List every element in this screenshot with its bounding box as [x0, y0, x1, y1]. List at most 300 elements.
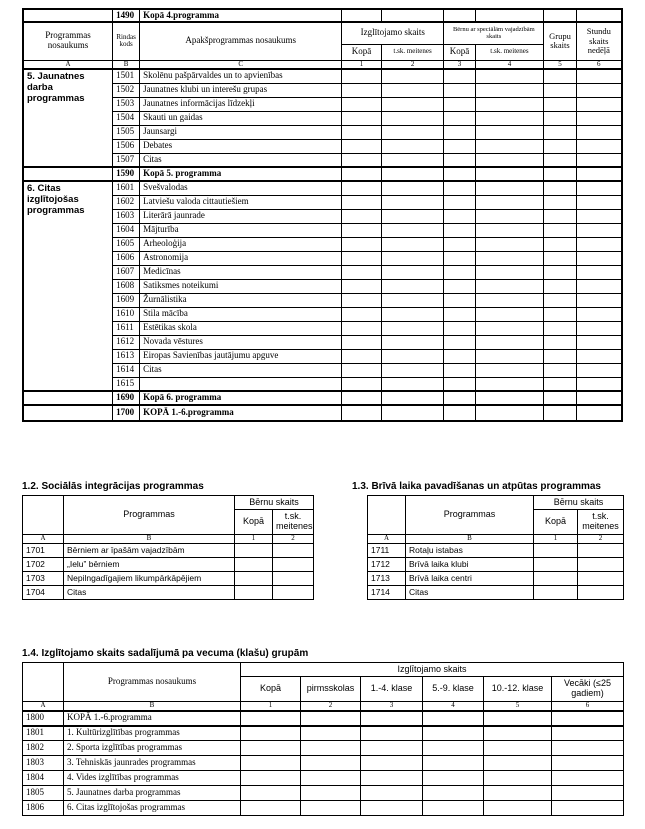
- value-cell[interactable]: [241, 726, 301, 741]
- value-cell[interactable]: [444, 307, 475, 321]
- value-cell[interactable]: [342, 237, 382, 251]
- value-cell[interactable]: [361, 756, 423, 771]
- value-cell[interactable]: [544, 237, 576, 251]
- header-kopa: Kopā: [342, 44, 382, 60]
- header-stundu-skaits: Stundu skaits nedēļā: [576, 22, 622, 60]
- value-cell[interactable]: [544, 83, 576, 97]
- value-cell[interactable]: [301, 741, 361, 756]
- row-label: Brīvā laika centri: [406, 571, 534, 585]
- value-cell[interactable]: [475, 391, 544, 405]
- value-cell[interactable]: [423, 771, 484, 786]
- value-cell[interactable]: [342, 139, 382, 153]
- header-kopa: Kopā: [534, 510, 578, 535]
- value-cell[interactable]: [484, 711, 552, 726]
- value-cell[interactable]: [576, 237, 622, 251]
- value-cell[interactable]: [342, 69, 382, 83]
- value-cell[interactable]: [423, 726, 484, 741]
- value-cell[interactable]: [534, 543, 578, 557]
- value-cell[interactable]: [484, 801, 552, 816]
- value-cell[interactable]: [544, 153, 576, 167]
- value-cell[interactable]: [444, 279, 475, 293]
- value-cell[interactable]: [552, 801, 624, 816]
- row-label: 3. Tehniskās jaunrades programmas: [64, 756, 241, 771]
- col-letter: 2: [578, 535, 624, 544]
- value-cell[interactable]: [475, 363, 544, 377]
- value-cell[interactable]: [544, 125, 576, 139]
- value-cell[interactable]: [361, 771, 423, 786]
- value-cell[interactable]: [444, 405, 475, 421]
- value-cell[interactable]: [342, 279, 382, 293]
- row-label: Skauti un gaidas: [140, 111, 342, 125]
- row-label: KOPĀ 1.-6.programma: [140, 405, 342, 421]
- header-col-10-12: 10.-12. klase: [484, 677, 552, 702]
- table-row: [23, 571, 314, 585]
- row-label: Jaunatnes informācijas līdzekļi: [140, 97, 342, 111]
- row-code: 1702: [23, 557, 64, 571]
- grand-total-row: [23, 405, 622, 421]
- value-cell[interactable]: [544, 167, 576, 181]
- value-cell[interactable]: [361, 711, 423, 726]
- value-cell[interactable]: [235, 585, 273, 599]
- program-name: 5. Jaunatnes darba programmas: [23, 69, 113, 167]
- value-cell[interactable]: [576, 125, 622, 139]
- value-cell[interactable]: [381, 167, 444, 181]
- row-code: 1700: [113, 405, 140, 421]
- row-label: 2. Sporta izglītības programmas: [64, 741, 241, 756]
- value-cell[interactable]: [301, 711, 361, 726]
- value-cell[interactable]: [475, 153, 544, 167]
- value-cell[interactable]: [475, 265, 544, 279]
- value-cell[interactable]: [552, 756, 624, 771]
- value-cell[interactable]: [444, 139, 475, 153]
- value-cell[interactable]: [576, 405, 622, 421]
- value-cell[interactable]: [361, 726, 423, 741]
- value-cell[interactable]: [381, 279, 444, 293]
- age-group-table: [22, 662, 624, 816]
- value-cell[interactable]: [381, 307, 444, 321]
- col-letter: A: [23, 60, 113, 69]
- col-letter: A: [23, 535, 64, 544]
- row-label: Satiksmes noteikumi: [140, 279, 342, 293]
- col-letter: A: [23, 702, 64, 711]
- value-cell[interactable]: [241, 771, 301, 786]
- value-cell[interactable]: [444, 223, 475, 237]
- value-cell[interactable]: [544, 293, 576, 307]
- row-label: Novada vēstures: [140, 335, 342, 349]
- value-cell[interactable]: [576, 363, 622, 377]
- value-cell[interactable]: [423, 786, 484, 801]
- row-code: 1606: [113, 251, 140, 265]
- row-code: 1603: [113, 209, 140, 223]
- value-cell[interactable]: [475, 405, 544, 421]
- value-cell[interactable]: [381, 83, 444, 97]
- value-cell[interactable]: [576, 69, 622, 83]
- value-cell[interactable]: [444, 83, 475, 97]
- value-cell[interactable]: [381, 335, 444, 349]
- value-cell[interactable]: [475, 251, 544, 265]
- subprogram-row: [23, 349, 622, 363]
- value-cell[interactable]: [381, 237, 444, 251]
- subprogram-row: [23, 195, 622, 209]
- row-code: 1803: [23, 756, 64, 771]
- value-cell[interactable]: [241, 801, 301, 816]
- col-letter: A: [368, 535, 406, 544]
- header-programmas-nosaukums: Programmas nosaukums: [23, 22, 113, 60]
- value-cell[interactable]: [475, 279, 544, 293]
- value-cell[interactable]: [342, 111, 382, 125]
- value-cell[interactable]: [381, 125, 444, 139]
- value-cell[interactable]: [342, 405, 382, 421]
- value-cell[interactable]: [576, 83, 622, 97]
- value-cell[interactable]: [301, 786, 361, 801]
- value-cell[interactable]: [235, 571, 273, 585]
- value-cell[interactable]: [578, 557, 624, 571]
- row-label: Kopā 5. programma: [140, 167, 342, 181]
- value-cell[interactable]: [342, 265, 382, 279]
- row-code: 1602: [113, 195, 140, 209]
- value-cell[interactable]: [578, 543, 624, 557]
- subprogram-row: [23, 181, 622, 195]
- value-cell[interactable]: [241, 786, 301, 801]
- value-cell[interactable]: [301, 756, 361, 771]
- row-code: 1690: [113, 391, 140, 405]
- row-label: Brīvā laika klubi: [406, 557, 534, 571]
- row-label: Estētikas skola: [140, 321, 342, 335]
- value-cell[interactable]: [576, 349, 622, 363]
- row-label: Debates: [140, 139, 342, 153]
- value-cell[interactable]: [444, 363, 475, 377]
- value-cell[interactable]: [578, 571, 624, 585]
- value-cell[interactable]: [576, 181, 622, 195]
- col-letter: 6: [552, 702, 624, 711]
- value-cell[interactable]: [423, 711, 484, 726]
- header-apaksprogrammas: Apakšprogrammas nosaukums: [140, 22, 342, 60]
- value-cell[interactable]: [444, 391, 475, 405]
- value-cell[interactable]: [361, 801, 423, 816]
- value-cell[interactable]: [342, 349, 382, 363]
- value-cell[interactable]: [484, 771, 552, 786]
- value-cell[interactable]: [342, 125, 382, 139]
- row-label: Citas: [64, 585, 235, 599]
- value-cell[interactable]: [444, 181, 475, 195]
- value-cell[interactable]: [576, 153, 622, 167]
- value-cell[interactable]: [423, 801, 484, 816]
- col-letter: 3: [444, 60, 475, 69]
- row-label: Rotaļu istabas: [406, 543, 534, 557]
- value-cell[interactable]: [444, 265, 475, 279]
- value-cell[interactable]: [444, 335, 475, 349]
- value-cell[interactable]: [544, 209, 576, 223]
- value-cell[interactable]: [576, 321, 622, 335]
- value-cell[interactable]: [444, 111, 475, 125]
- value-cell[interactable]: [235, 557, 273, 571]
- value-cell[interactable]: [534, 571, 578, 585]
- value-cell[interactable]: [342, 209, 382, 223]
- value-cell[interactable]: [342, 377, 382, 391]
- value-cell[interactable]: [444, 293, 475, 307]
- leisure-programs-table: [367, 495, 624, 600]
- value-cell[interactable]: [475, 195, 544, 209]
- value-cell[interactable]: [235, 543, 273, 557]
- value-cell[interactable]: [576, 195, 622, 209]
- value-cell[interactable]: [381, 265, 444, 279]
- value-cell[interactable]: [381, 349, 444, 363]
- value-cell[interactable]: [544, 69, 576, 83]
- section-title-1-3: 1.3. Brīvā laika pavadīšanas un atpūtas programmas: [352, 481, 601, 492]
- value-cell[interactable]: [544, 363, 576, 377]
- value-cell[interactable]: [381, 69, 444, 83]
- value-cell[interactable]: [544, 349, 576, 363]
- value-cell[interactable]: [273, 571, 314, 585]
- value-cell[interactable]: [342, 251, 382, 265]
- value-cell[interactable]: [444, 377, 475, 391]
- header-col-pirmsskolas: pirmsskolas: [301, 677, 361, 702]
- value-cell[interactable]: [381, 363, 444, 377]
- value-cell[interactable]: [241, 711, 301, 726]
- value-cell[interactable]: [342, 223, 382, 237]
- value-cell[interactable]: [475, 349, 544, 363]
- header-col-5-9: 5.-9. klase: [423, 677, 484, 702]
- value-cell[interactable]: [381, 321, 444, 335]
- value-cell[interactable]: [534, 557, 578, 571]
- row-code: 1703: [23, 571, 64, 585]
- subprogram-row: [23, 153, 622, 167]
- value-cell[interactable]: [301, 726, 361, 741]
- value-cell[interactable]: [444, 153, 475, 167]
- value-cell[interactable]: [544, 195, 576, 209]
- value-cell[interactable]: [544, 279, 576, 293]
- value-cell[interactable]: [576, 279, 622, 293]
- col-letter: 2: [273, 535, 314, 544]
- value-cell[interactable]: [381, 223, 444, 237]
- value-cell[interactable]: [576, 265, 622, 279]
- value-cell[interactable]: [361, 741, 423, 756]
- value-cell[interactable]: [381, 97, 444, 111]
- value-cell[interactable]: [475, 69, 544, 83]
- value-cell[interactable]: [552, 741, 624, 756]
- value-cell[interactable]: [484, 726, 552, 741]
- value-cell[interactable]: [475, 307, 544, 321]
- value-cell[interactable]: [342, 83, 382, 97]
- value-cell[interactable]: [444, 195, 475, 209]
- value-cell[interactable]: [544, 377, 576, 391]
- value-cell[interactable]: [544, 111, 576, 125]
- value-cell[interactable]: [475, 335, 544, 349]
- value-cell[interactable]: [381, 377, 444, 391]
- value-cell[interactable]: [544, 265, 576, 279]
- program-total-row: [23, 167, 622, 181]
- value-cell[interactable]: [576, 111, 622, 125]
- value-cell[interactable]: [342, 335, 382, 349]
- table-row: [23, 756, 624, 771]
- subprogram-row: [23, 125, 622, 139]
- col-letter: 1: [342, 60, 382, 69]
- value-cell[interactable]: [475, 209, 544, 223]
- row-label: Medicīnas: [140, 265, 342, 279]
- subprogram-row: [23, 209, 622, 223]
- row-code: 1802: [23, 741, 64, 756]
- col-letter: B: [113, 60, 140, 69]
- subprogram-row: [23, 307, 622, 321]
- value-cell[interactable]: [475, 237, 544, 251]
- value-cell[interactable]: [576, 97, 622, 111]
- col-letter: 5: [484, 702, 552, 711]
- value-cell[interactable]: [475, 111, 544, 125]
- value-cell[interactable]: [444, 209, 475, 223]
- subprogram-row: [23, 139, 622, 153]
- value-cell[interactable]: [475, 377, 544, 391]
- row-code: 1806: [23, 801, 64, 816]
- row-label: [140, 377, 342, 391]
- subprogram-row: [23, 363, 622, 377]
- value-cell[interactable]: [444, 125, 475, 139]
- value-cell[interactable]: [475, 83, 544, 97]
- value-cell[interactable]: [475, 125, 544, 139]
- value-cell[interactable]: [484, 786, 552, 801]
- subprogram-row: [23, 237, 622, 251]
- value-cell[interactable]: [576, 251, 622, 265]
- value-cell[interactable]: [444, 237, 475, 251]
- row-label: Kopā 6. programma: [140, 391, 342, 405]
- header-bernu-skaits: Bērnu skaits: [534, 496, 624, 510]
- value-cell[interactable]: [342, 307, 382, 321]
- value-cell[interactable]: [444, 349, 475, 363]
- value-cell[interactable]: [534, 585, 578, 599]
- row-label: Citas: [406, 585, 534, 599]
- value-cell[interactable]: [241, 756, 301, 771]
- value-cell[interactable]: [475, 167, 544, 181]
- value-cell[interactable]: [381, 153, 444, 167]
- header-programmas-nosaukums: Programmas nosaukums: [64, 663, 241, 702]
- table-row: [23, 711, 624, 726]
- row-code: 1712: [368, 557, 406, 571]
- col-letter: 5: [544, 60, 576, 69]
- value-cell[interactable]: [241, 741, 301, 756]
- value-cell[interactable]: [578, 585, 624, 599]
- col-letter: 4: [475, 60, 544, 69]
- value-cell[interactable]: [576, 307, 622, 321]
- value-cell[interactable]: [381, 293, 444, 307]
- value-cell[interactable]: [381, 111, 444, 125]
- value-cell[interactable]: [301, 771, 361, 786]
- header-tsk-meitenes: t.sk. meitenes: [381, 44, 444, 60]
- value-cell[interactable]: [273, 585, 314, 599]
- value-cell[interactable]: [361, 786, 423, 801]
- value-cell[interactable]: [544, 251, 576, 265]
- value-cell[interactable]: [342, 321, 382, 335]
- value-cell[interactable]: [484, 756, 552, 771]
- value-cell[interactable]: [544, 307, 576, 321]
- value-cell[interactable]: [381, 405, 444, 421]
- row-code: 1505: [113, 125, 140, 139]
- value-cell[interactable]: [381, 139, 444, 153]
- value-cell[interactable]: [544, 335, 576, 349]
- col-letter: 1: [235, 535, 273, 544]
- header-programmas: Programmas: [406, 496, 534, 535]
- value-cell[interactable]: [475, 181, 544, 195]
- value-cell[interactable]: [301, 801, 361, 816]
- value-cell[interactable]: [273, 557, 314, 571]
- value-cell[interactable]: [475, 223, 544, 237]
- row-label: Mājturība: [140, 223, 342, 237]
- section-title-1-2: 1.2. Sociālās integrācijas programmas: [22, 481, 204, 492]
- row-code: 1502: [113, 83, 140, 97]
- value-cell[interactable]: [576, 293, 622, 307]
- value-cell[interactable]: [381, 209, 444, 223]
- value-cell[interactable]: [544, 139, 576, 153]
- value-cell[interactable]: [576, 139, 622, 153]
- value-cell[interactable]: [552, 711, 624, 726]
- value-cell[interactable]: [544, 405, 576, 421]
- header-tsk-meitenes-spec: t.sk. meitenes: [475, 44, 544, 60]
- value-cell[interactable]: [576, 335, 622, 349]
- value-cell[interactable]: [342, 363, 382, 377]
- value-cell[interactable]: [576, 223, 622, 237]
- value-cell[interactable]: [444, 167, 475, 181]
- col-letter: B: [406, 535, 534, 544]
- value-cell[interactable]: [576, 167, 622, 181]
- row-code: 1714: [368, 585, 406, 599]
- value-cell[interactable]: [475, 97, 544, 111]
- value-cell[interactable]: [544, 223, 576, 237]
- col-letter: 3: [361, 702, 423, 711]
- value-cell[interactable]: [475, 321, 544, 335]
- value-cell[interactable]: [342, 97, 382, 111]
- value-cell[interactable]: [576, 391, 622, 405]
- value-cell[interactable]: [381, 391, 444, 405]
- value-cell[interactable]: [444, 321, 475, 335]
- value-cell[interactable]: [576, 209, 622, 223]
- value-cell[interactable]: [444, 69, 475, 83]
- value-cell[interactable]: [423, 741, 484, 756]
- value-cell[interactable]: [342, 293, 382, 307]
- value-cell[interactable]: [552, 771, 624, 786]
- row-label: Eiropas Savienības jautājumu apguve: [140, 349, 342, 363]
- value-cell[interactable]: [544, 391, 576, 405]
- value-cell[interactable]: [576, 377, 622, 391]
- value-cell[interactable]: [552, 726, 624, 741]
- value-cell[interactable]: [273, 543, 314, 557]
- value-cell[interactable]: [444, 251, 475, 265]
- value-cell[interactable]: [484, 741, 552, 756]
- value-cell[interactable]: [544, 181, 576, 195]
- header-kopa: Kopā: [235, 510, 273, 535]
- value-cell[interactable]: [342, 391, 382, 405]
- row-code: 1608: [113, 279, 140, 293]
- table-row: [23, 585, 314, 599]
- value-cell[interactable]: [381, 181, 444, 195]
- value-cell[interactable]: [342, 181, 382, 195]
- value-cell[interactable]: [552, 786, 624, 801]
- value-cell[interactable]: [342, 195, 382, 209]
- value-cell[interactable]: [544, 321, 576, 335]
- value-cell[interactable]: [475, 139, 544, 153]
- row-code: 1611: [113, 321, 140, 335]
- value-cell[interactable]: [544, 97, 576, 111]
- value-cell[interactable]: [475, 293, 544, 307]
- value-cell[interactable]: [381, 195, 444, 209]
- value-cell[interactable]: [342, 167, 382, 181]
- value-cell[interactable]: [423, 756, 484, 771]
- table-row: [23, 726, 624, 741]
- row-label: Stila mācība: [140, 307, 342, 321]
- row-code: 1701: [23, 543, 64, 557]
- value-cell[interactable]: [444, 97, 475, 111]
- row-code: 1605: [113, 237, 140, 251]
- row-code: 1490: [113, 9, 140, 22]
- value-cell[interactable]: [342, 153, 382, 167]
- value-cell[interactable]: [381, 251, 444, 265]
